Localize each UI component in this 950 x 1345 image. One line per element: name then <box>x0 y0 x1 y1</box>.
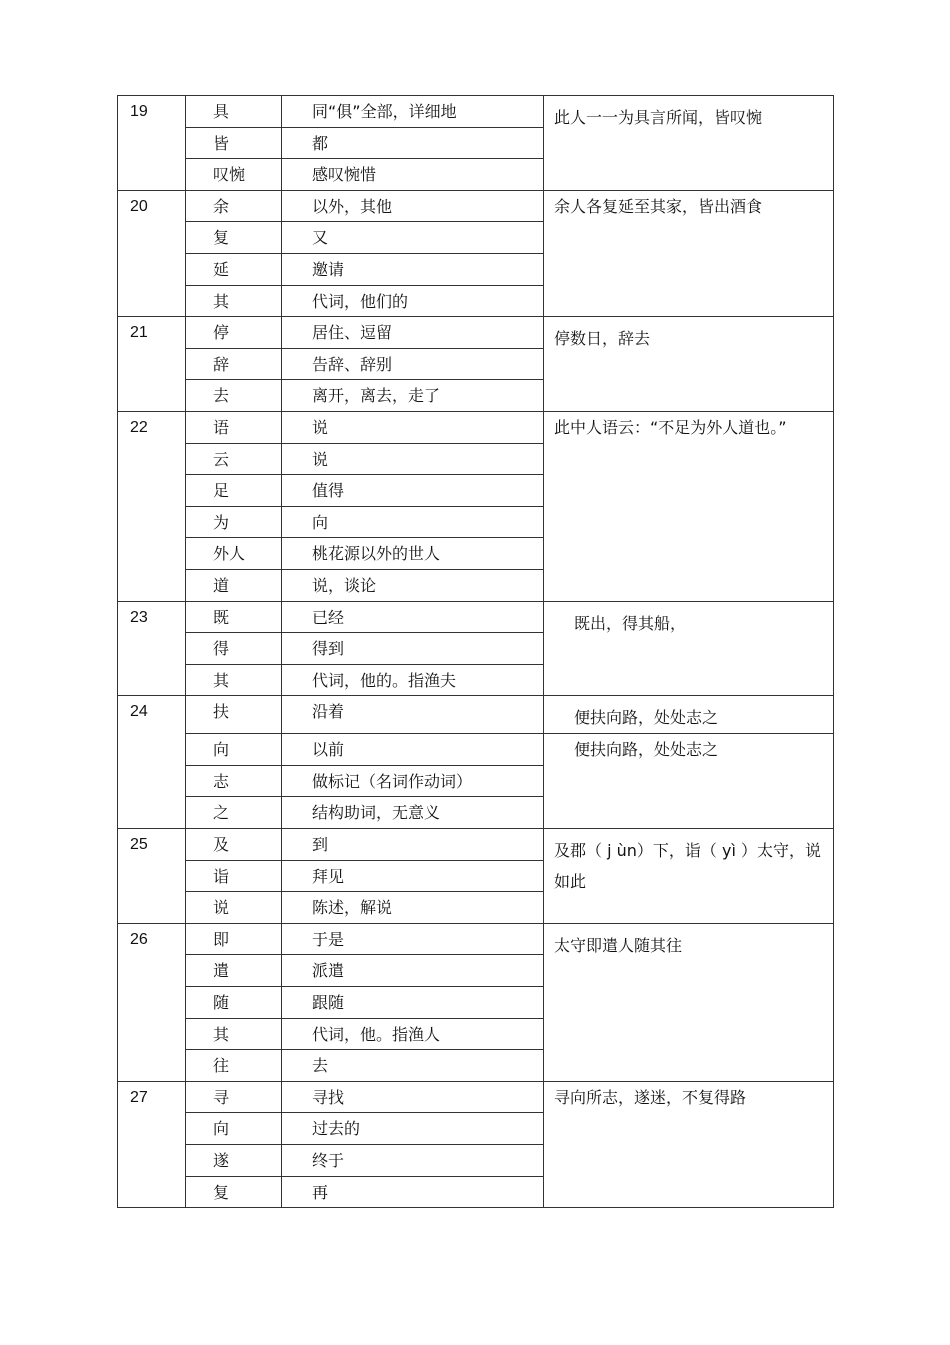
meaning-cell: 跟随 <box>282 987 544 1019</box>
word-cell: 得 <box>186 633 282 665</box>
meaning-cell: 都 <box>282 127 544 159</box>
word-cell: 为 <box>186 506 282 538</box>
word-cell: 说 <box>186 892 282 924</box>
meaning-cell: 派遣 <box>282 955 544 987</box>
meaning-cell: 值得 <box>282 475 544 507</box>
sentence-cell: 此中人语云：“不足为外人道也。” <box>544 411 834 601</box>
table-row <box>118 190 834 222</box>
word-cell: 复 <box>186 1176 282 1208</box>
meaning-cell: 得到 <box>282 633 544 665</box>
meaning-cell: 说 <box>282 443 544 475</box>
meaning-cell: 感叹惋惜 <box>282 159 544 191</box>
word-cell: 停 <box>186 317 282 349</box>
sentence-cell: 便扶向路，处处志之 <box>544 734 834 829</box>
meaning-cell: 告辞、辞别 <box>282 348 544 380</box>
entry-number: 22 <box>118 411 186 601</box>
table-row <box>118 411 834 443</box>
meaning-cell: 沿着 <box>282 696 544 734</box>
sentence-cell: 太守即遣人随其往 <box>544 923 834 1081</box>
word-cell: 去 <box>186 380 282 412</box>
meaning-cell: 邀请 <box>282 253 544 285</box>
vocabulary-table <box>117 95 834 1208</box>
meaning-cell: 桃花源以外的世人 <box>282 538 544 570</box>
word-cell: 寻 <box>186 1081 282 1113</box>
meaning-cell: 做标记（名词作动词） <box>282 765 544 797</box>
word-cell: 及 <box>186 829 282 861</box>
word-cell: 余 <box>186 190 282 222</box>
meaning-cell: 代词，他们的 <box>282 285 544 317</box>
word-cell: 具 <box>186 96 282 128</box>
sentence-cell: 此人一一为具言所闻，皆叹惋 <box>544 96 834 191</box>
sentence-cell: 停数日，辞去 <box>544 317 834 412</box>
sentence-cell: 余人各复延至其家，皆出酒食 <box>544 190 834 316</box>
word-cell: 遣 <box>186 955 282 987</box>
meaning-cell: 代词，他的。指渔夫 <box>282 664 544 696</box>
meaning-cell: 说，谈论 <box>282 569 544 601</box>
meaning-cell: 同“俱”全部，详细地 <box>282 96 544 128</box>
word-cell: 足 <box>186 475 282 507</box>
sentence-cell: 寻向所志，遂迷，不复得路 <box>544 1081 834 1207</box>
meaning-cell: 向 <box>282 506 544 538</box>
meaning-cell: 说 <box>282 411 544 443</box>
table-row <box>118 734 834 766</box>
entry-number: 24 <box>118 696 186 829</box>
word-cell: 随 <box>186 987 282 1019</box>
word-cell: 向 <box>186 734 282 766</box>
word-cell: 语 <box>186 411 282 443</box>
meaning-cell: 结构助词，无意义 <box>282 797 544 829</box>
meaning-cell: 终于 <box>282 1145 544 1177</box>
word-cell: 向 <box>186 1113 282 1145</box>
meaning-cell: 到 <box>282 829 544 861</box>
entry-number: 26 <box>118 923 186 1081</box>
meaning-cell: 过去的 <box>282 1113 544 1145</box>
word-cell: 遂 <box>186 1145 282 1177</box>
meaning-cell: 离开，离去，走了 <box>282 380 544 412</box>
word-cell: 志 <box>186 765 282 797</box>
table-row <box>118 601 834 633</box>
table-row <box>118 696 834 734</box>
meaning-cell: 已经 <box>282 601 544 633</box>
meaning-cell: 以前 <box>282 734 544 766</box>
word-cell: 云 <box>186 443 282 475</box>
meaning-cell: 居住、逗留 <box>282 317 544 349</box>
word-cell: 皆 <box>186 127 282 159</box>
meaning-cell: 代词，他。指渔人 <box>282 1018 544 1050</box>
meaning-cell: 再 <box>282 1176 544 1208</box>
meaning-cell: 拜见 <box>282 860 544 892</box>
word-cell: 诣 <box>186 860 282 892</box>
word-cell: 复 <box>186 222 282 254</box>
word-cell: 之 <box>186 797 282 829</box>
table-row <box>118 923 834 955</box>
word-cell: 其 <box>186 664 282 696</box>
meaning-cell: 于是 <box>282 923 544 955</box>
word-cell: 扶 <box>186 696 282 734</box>
sentence-cell: 既出，得其船， <box>544 601 834 696</box>
word-cell: 即 <box>186 923 282 955</box>
entry-number: 25 <box>118 829 186 924</box>
entry-number: 27 <box>118 1081 186 1207</box>
meaning-cell: 陈述，解说 <box>282 892 544 924</box>
word-cell: 其 <box>186 1018 282 1050</box>
entry-number: 20 <box>118 190 186 316</box>
table-row <box>118 96 834 128</box>
entry-number: 21 <box>118 317 186 412</box>
word-cell: 延 <box>186 253 282 285</box>
word-cell: 道 <box>186 569 282 601</box>
word-cell: 其 <box>186 285 282 317</box>
meaning-cell: 以外，其他 <box>282 190 544 222</box>
entry-number: 19 <box>118 96 186 191</box>
entry-number: 23 <box>118 601 186 696</box>
meaning-cell: 去 <box>282 1050 544 1082</box>
word-cell: 叹惋 <box>186 159 282 191</box>
table-row <box>118 1081 834 1113</box>
sentence-cell: 及郡（ j ùn）下，诣（ yì ）太守，说如此 <box>544 829 834 924</box>
meaning-cell: 又 <box>282 222 544 254</box>
table-row <box>118 829 834 861</box>
meaning-cell: 寻找 <box>282 1081 544 1113</box>
sentence-cell: 便扶向路，处处志之 <box>544 696 834 734</box>
word-cell: 辞 <box>186 348 282 380</box>
word-cell: 外人 <box>186 538 282 570</box>
word-cell: 既 <box>186 601 282 633</box>
word-cell: 往 <box>186 1050 282 1082</box>
table-row <box>118 317 834 349</box>
